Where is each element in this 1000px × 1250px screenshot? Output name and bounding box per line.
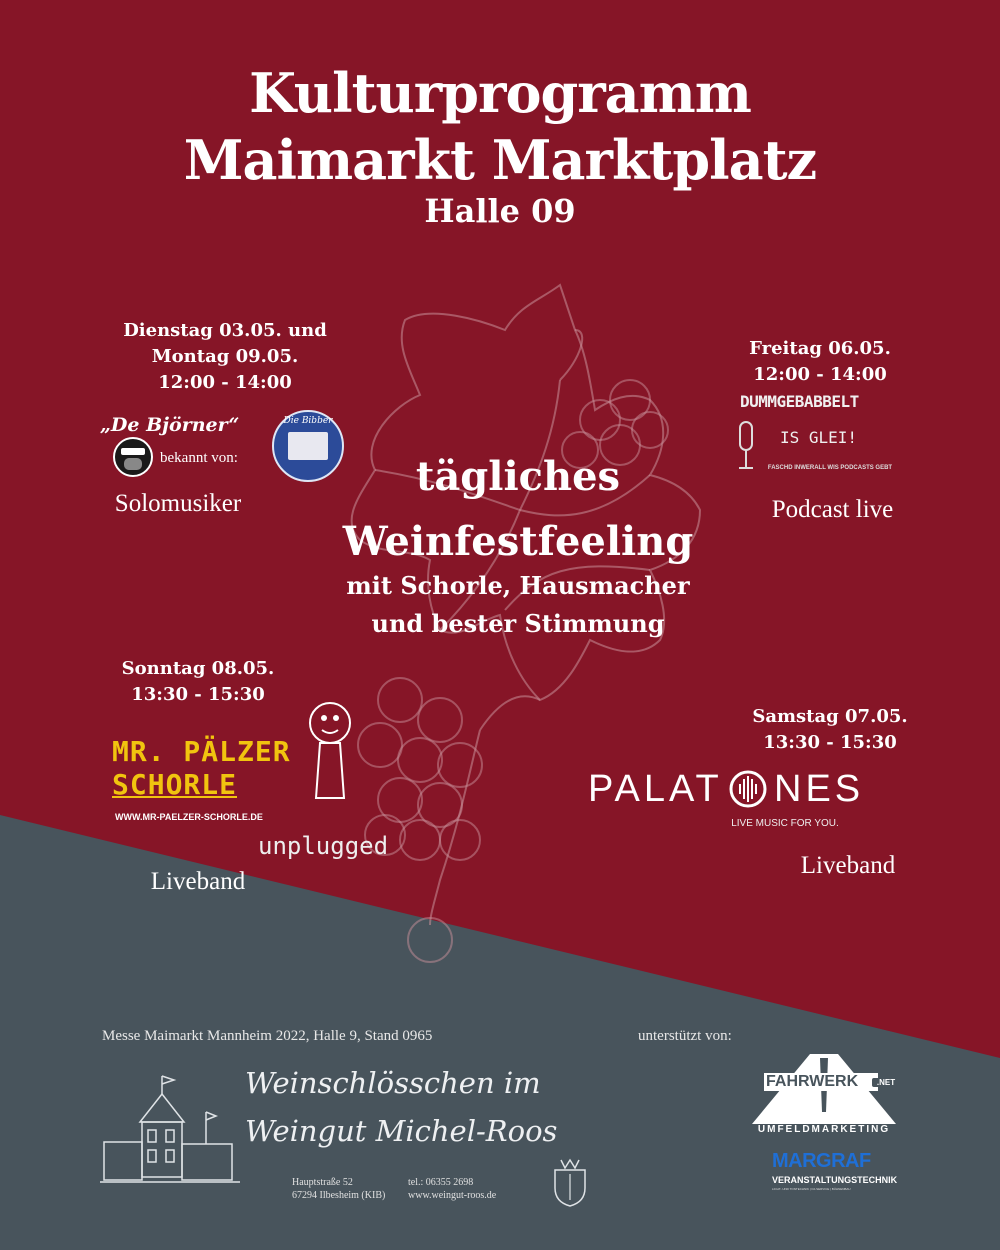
mr-paelzer-logo-line-1: MR. PÄLZER	[112, 735, 291, 768]
castle-illustration-icon	[100, 1072, 240, 1192]
slogan-line-3: mit Schorle, Hausmacher	[346, 571, 690, 600]
event-genre: Liveband	[150, 868, 246, 895]
coat-of-arms-icon	[547, 1156, 593, 1208]
winery-name-line-2: Weingut Michel-Roos	[245, 1114, 558, 1148]
podcast-logo-line-1: DUMMGEBABBELT	[740, 392, 859, 411]
microphone-icon	[735, 420, 757, 476]
winery-name-line-1: Weinschlösschen im	[245, 1066, 541, 1100]
mr-paelzer-logo-line-2: SCHORLE	[112, 768, 238, 801]
event-date-line-2: Montag 09.05.	[151, 346, 299, 367]
known-from-label: bekannt von:	[160, 450, 238, 466]
event-date: Sonntag 08.05.	[121, 658, 275, 679]
unplugged-tag: unplugged	[258, 832, 389, 860]
phone-text: tel.: 06355 2698	[408, 1177, 474, 1188]
fahrwerk-tagline: UMFELDMARKETING	[757, 1124, 891, 1135]
supported-by-label: unterstützt von:	[638, 1028, 732, 1044]
event-date-line-1: Dienstag 03.05. und	[123, 320, 327, 341]
badge-text: Die Bibber	[283, 416, 333, 426]
palatones-logo-part-2: NES	[774, 768, 865, 810]
margraf-line-1: VERANSTALTUNGSTECHNIK	[772, 1175, 898, 1185]
address-line-2: 67294 Ilbesheim (KIB)	[292, 1190, 386, 1201]
event-time: 12:00 - 14:00	[753, 364, 887, 385]
palatones-tagline: LIVE MUSIC FOR YOU.	[731, 818, 839, 829]
fahrwerk-name: FAHRWERK	[764, 1073, 878, 1091]
podcast-tagline: FASCHD INWERALL WIS PODCASTS GEBT	[767, 465, 893, 471]
title-line-1: Kulturprogramm	[249, 61, 751, 125]
location-text: Messe Maimarkt Mannheim 2022, Halle 9, Stand 0965	[102, 1028, 433, 1044]
palatones-logo	[588, 768, 868, 810]
address-line-1: Hauptstraße 52	[292, 1177, 353, 1188]
margraf-name: MARGRAF	[772, 1150, 871, 1172]
podcast-logo-line-2: IS GLEI!	[780, 428, 858, 447]
slogan-line-4: und bester Stimmung	[371, 609, 665, 638]
slogan-line-1: tägliches	[415, 453, 621, 500]
event-time: 13:30 - 15:30	[131, 684, 265, 705]
event-time: 13:30 - 15:30	[763, 732, 897, 753]
fahrwerk-road-icon	[752, 1052, 896, 1132]
title-line-2: Maimarkt Marktplatz	[183, 128, 817, 192]
event-date: Samstag 07.05.	[752, 706, 908, 727]
mr-paelzer-url: WWW.MR-PAELZER-SCHORLE.DE	[115, 812, 263, 822]
mascot-icon	[300, 698, 362, 808]
artist-avatar-icon	[112, 436, 154, 478]
band-badge-logo	[272, 410, 344, 482]
margraf-line-2: LICHT- UND TONTECHNIK | DJ-SERVICE | BÜHNENBAU	[772, 1187, 851, 1191]
event-date: Freitag 06.05.	[749, 338, 891, 359]
fahrwerk-suffix: .NET	[872, 1078, 900, 1087]
artist-name: „De Björner“	[100, 414, 240, 436]
event-genre: Liveband	[800, 852, 896, 879]
web-text: www.weingut-roos.de	[408, 1190, 497, 1201]
subtitle: Halle 09	[424, 192, 576, 230]
event-genre: Solomusiker	[114, 490, 242, 517]
event-genre: Podcast live	[771, 496, 894, 523]
slogan-line-2: Weinfestfeeling	[342, 518, 694, 565]
event-time: 12:00 - 14:00	[158, 372, 292, 393]
sound-wave-icon	[728, 770, 768, 808]
palatones-logo-part-1: PALAT	[588, 768, 723, 810]
